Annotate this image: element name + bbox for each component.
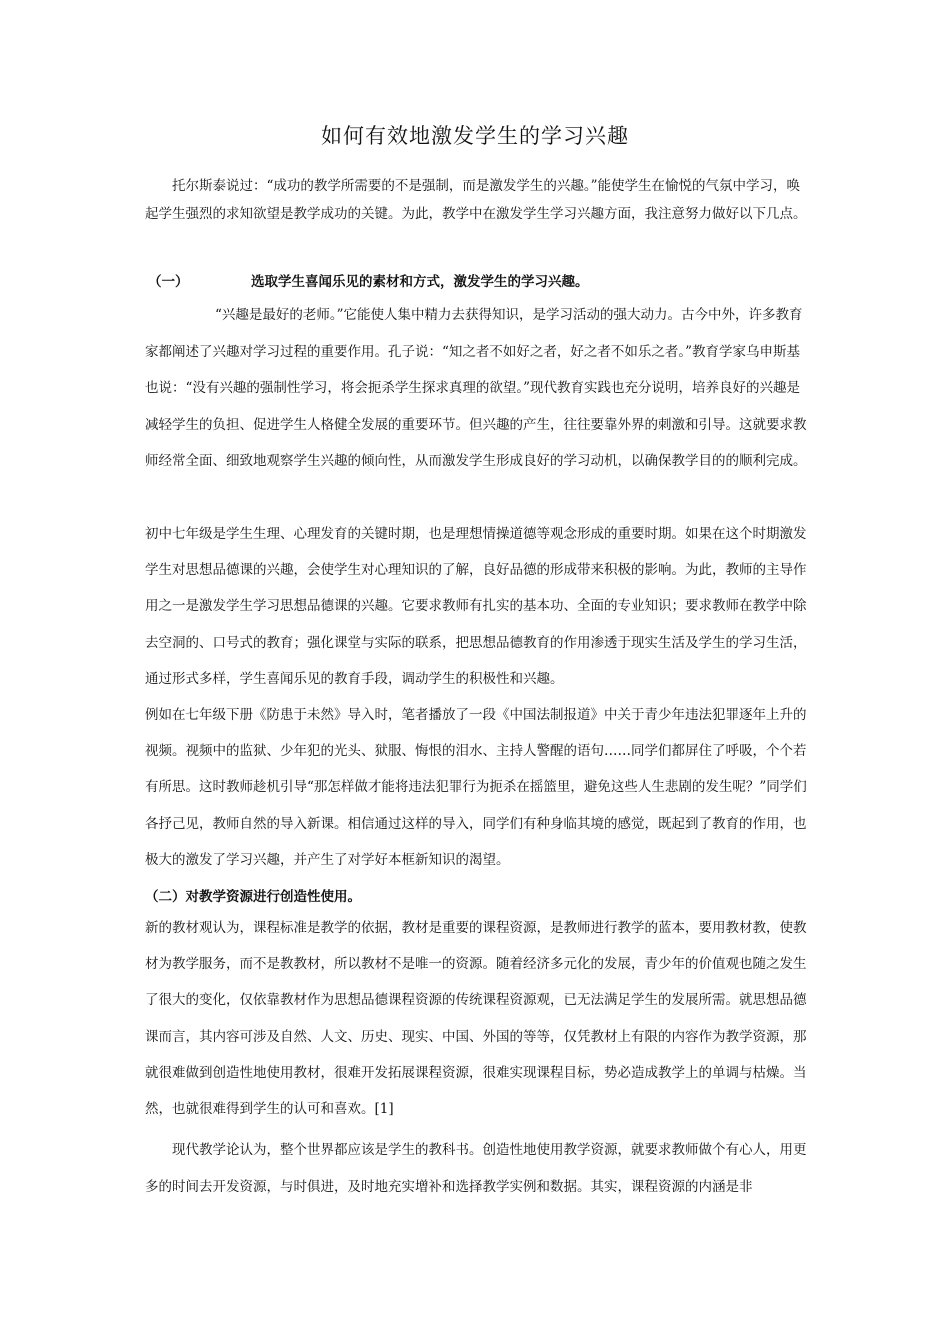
section-2-paragraph-2: 现代教学论认为，整个世界都应该是学生的教科书。创造性地使用教学资源，就要求教师做个有心人，用更多的时间去开发资源，与时俱进，及时地充实增补和选择教学实例和数据。其实，课程资源的内涵是非 (145, 1142, 807, 1195)
section-1-paragraph-1: “兴趣是最好的老师。”它能使人集中精力去获得知识，是学习活动的强大动力。古今中外，许多教育家都阐述了兴趣对学习过程的重要作用。孔子说：“知之者不如好之者，好之者不如乐之者。”教育学家乌申斯基也说：“没有兴趣的强制性学习，将会扼杀学生探求真理的欲望。”现代教育实践也充分说明，培养良好的兴趣是减轻学生的负担、促进学生人格健全发展的重要环节。但兴趣的产生，往往要靠外界的刺激和引导。这就要求教师经常全面、细致地观察学生兴趣的倾向性，从而激发学生形成良好的学习动机，以确保教学目的的顺利完成。 (145, 307, 807, 469)
document-title: 如何有效地激发学生的学习兴趣 (321, 124, 629, 148)
section-1-heading (148, 270, 808, 290)
section-2-heading: （二）对教学资源进行创造性使用。 (145, 889, 361, 905)
section-1-number: （一） (148, 274, 189, 290)
intro-paragraph: 托尔斯泰说过：“成功的教学所需要的不是强制，而是激发学生的兴趣。”能使学生在愉悦的气氛中学习，唤起学生强烈的求知欲望是教学成功的关键。为此，教学中在激发学生学习兴趣方面，我注意努力做好以下几点。 (145, 178, 807, 222)
section-1-paragraph-3: 例如在七年级下册《防患于未然》导入时，笔者播放了一段《中国法制报道》中关于青少年违法犯罪逐年上升的视频。视频中的监狱、少年犯的光头、狱服、悔恨的泪水、主持人警醒的语句……同学们都屏住了呼吸，个个若有所思。这时教师趁机引导“那怎样做才能将违法犯罪行为扼杀在摇篮里，避免这些人生悲剧的发生呢？”同学们各抒己见，教师自然的导入新课。相信通过这样的导入，同学们有种身临其境的感觉，既起到了教育的作用，也极大的激发了学习兴趣，并产生了对学好本框新知识的渴望。 (145, 707, 807, 868)
section-1-heading-text: 选取学生喜闻乐见的素材和方式，激发学生的学习兴趣。 (251, 274, 589, 290)
section-2-paragraph-1: 新的教材观认为，课程标准是教学的依据，教材是重要的课程资源，是教师进行教学的蓝本，要用教材教，使教材为教学服务，而不是教教材，所以教材不是唯一的资源。随着经济多元化的发展，青少年的价值观也随之发生了很大的变化，仅依靠教材作为思想品德课程资源的传统课程资源观，已无法满足学生的发展所需。就思想品德课而言，其内容可涉及自然、人文、历史、现实、中国、外国的等等，仅凭教材上有限的内容作为教学资源，那就很难做到创造性地使用教材，很难开发拓展课程资源，很难实现课程目标，势必造成教学上的单调与枯燥。当然，也就很难得到学生的认可和喜欢。[1] (145, 920, 807, 1118)
section-1-paragraph-2: 初中七年级是学生生理、心理发育的关键时期，也是理想情操道德等观念形成的重要时期。如果在这个时期激发学生对思想品德课的兴趣，会使学生对心理知识的了解，良好品德的形成带来积极的影响。为此，教师的主导作用之一是激发学生学习思想品德课的兴趣。它要求教师有扎实的基本功、全面的专业知识；要求教师在教学中除去空洞的、口号式的教育；强化课堂与实际的联系，把思想品德教育的作用渗透于现实生活及学生的学习生活，通过形式多样，学生喜闻乐见的教育手段，调动学生的积极性和兴趣。 (145, 526, 807, 687)
